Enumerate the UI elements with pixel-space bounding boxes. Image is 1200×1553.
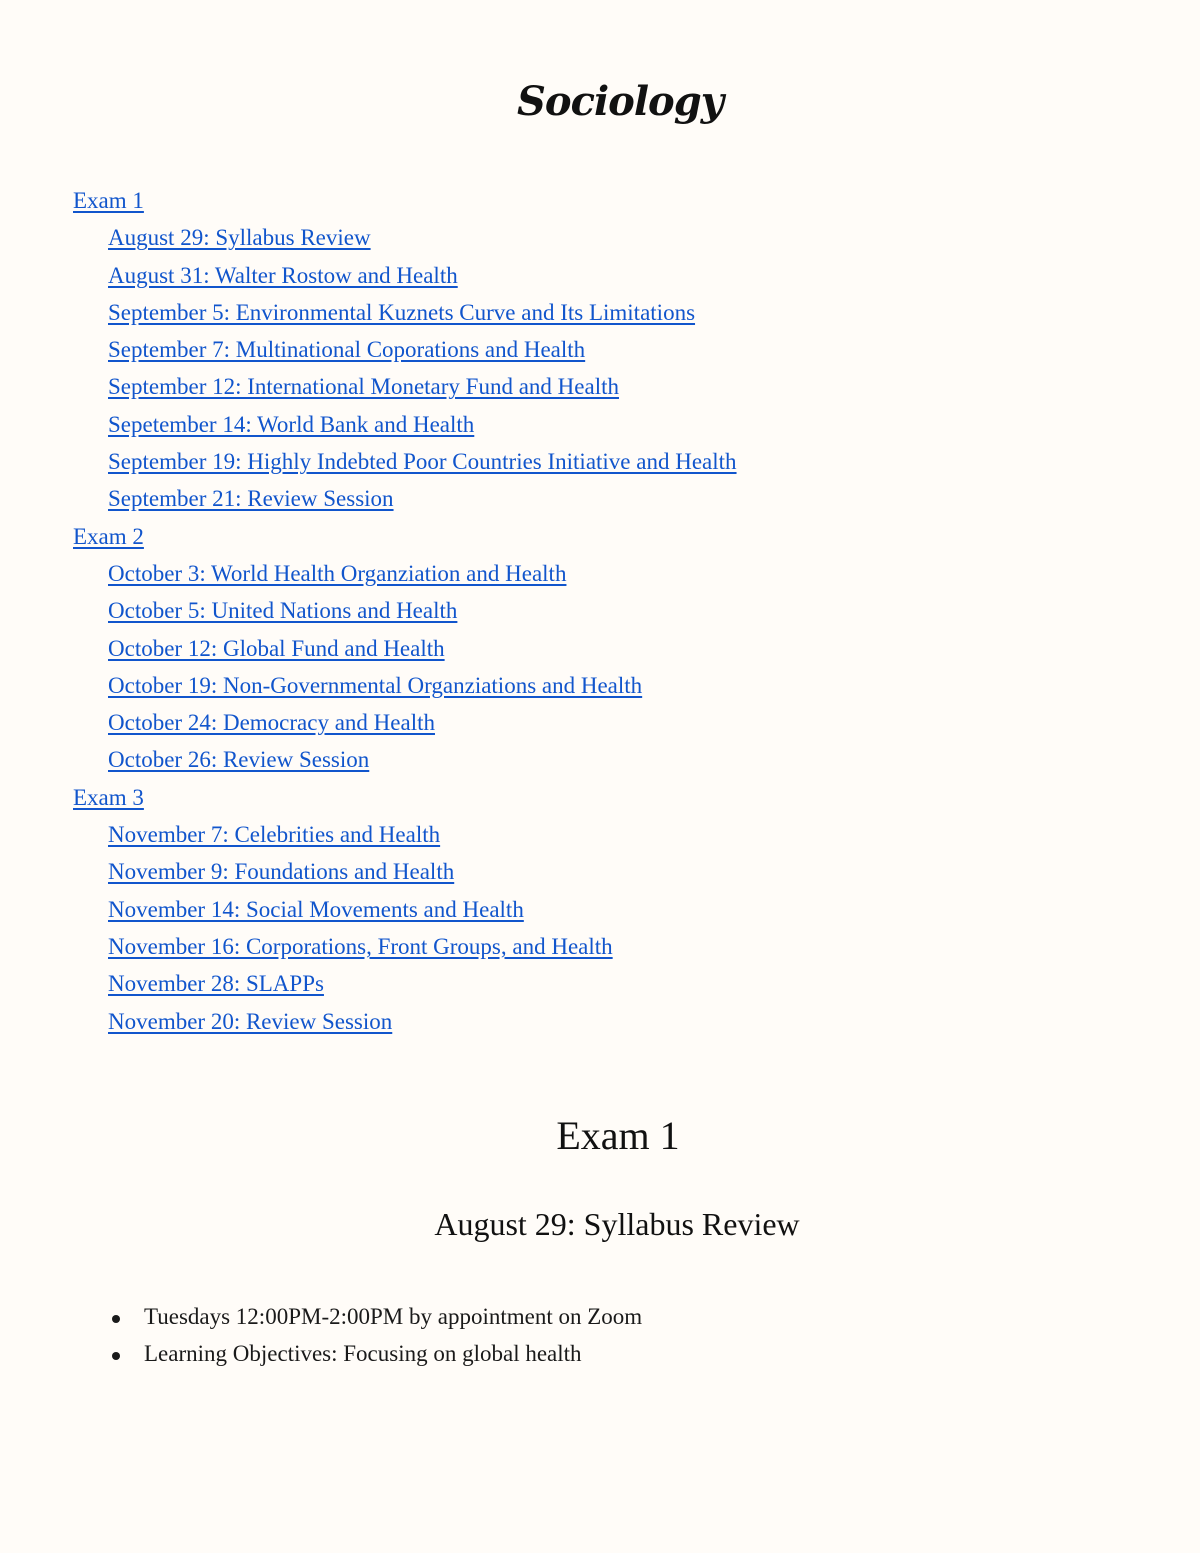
toc-item xyxy=(73,820,1133,857)
toc-link[interactable]: Exam 2 xyxy=(73,523,144,549)
toc-link[interactable]: September 12: International Monetary Fund and Health xyxy=(108,374,619,400)
toc-item xyxy=(73,671,1133,708)
toc-item xyxy=(73,261,1133,298)
toc-item xyxy=(73,223,1133,260)
toc-link[interactable]: November 14: Social Movements and Health xyxy=(108,896,524,922)
list-item-text: Learning Objectives: Focusing on global health xyxy=(144,1341,582,1366)
toc-item xyxy=(73,857,1133,894)
toc-link[interactable]: September 19: Highly Indebted Poor Countries Initiative and Health xyxy=(108,449,737,475)
toc-item xyxy=(73,447,1133,484)
toc-link[interactable]: October 24: Democracy and Health xyxy=(108,710,435,736)
toc-link[interactable]: October 26: Review Session xyxy=(108,747,370,773)
toc-link[interactable]: November 16: Corporations, Front Groups, and Health xyxy=(108,933,613,959)
toc-item xyxy=(73,895,1133,932)
toc-link[interactable]: Exam 3 xyxy=(73,784,144,810)
section-subheading: August 29: Syllabus Review xyxy=(434,1206,800,1242)
toc-item xyxy=(73,969,1133,1006)
toc-link[interactable]: August 29: Syllabus Review xyxy=(108,225,371,251)
toc-link[interactable]: October 19: Non-Governmental Organziations and Health xyxy=(108,672,643,698)
toc-link[interactable]: Exam 1 xyxy=(73,188,144,213)
toc-item xyxy=(73,410,1133,447)
list-item xyxy=(108,1338,642,1375)
toc-item-exam-3 xyxy=(73,783,1133,820)
section-heading: Exam 1 xyxy=(556,1113,680,1158)
list-item-text: Tuesdays 12:00PM-2:00PM by appointment on Zoom xyxy=(144,1304,643,1329)
toc-link[interactable]: November 7: Celebrities and Health xyxy=(108,822,441,848)
bullet-list xyxy=(108,1301,642,1375)
toc-link[interactable]: October 12: Global Fund and Health xyxy=(108,635,445,661)
table-of-contents xyxy=(73,186,1133,1044)
list-item xyxy=(108,1301,642,1338)
toc-item xyxy=(73,745,1133,782)
toc-item-exam-1 xyxy=(73,186,1133,223)
toc-link[interactable]: September 21: Review Session xyxy=(108,486,394,512)
toc-item xyxy=(73,559,1133,596)
toc-item xyxy=(73,372,1133,409)
bullet-icon xyxy=(112,1352,120,1360)
toc-item xyxy=(73,708,1133,745)
toc-item xyxy=(73,1007,1133,1044)
toc-link[interactable]: August 31: Walter Rostow and Health xyxy=(108,262,458,288)
toc-link[interactable]: October 5: United Nations and Health xyxy=(108,598,458,624)
toc-item xyxy=(73,634,1133,671)
toc-item xyxy=(73,596,1133,633)
toc-item xyxy=(73,335,1133,372)
toc-link[interactable]: November 20: Review Session xyxy=(108,1008,393,1034)
bullet-icon xyxy=(112,1315,120,1323)
toc-link[interactable]: September 7: Multinational Coporations and Health xyxy=(108,337,586,363)
toc-item-exam-2 xyxy=(73,522,1133,559)
toc-item xyxy=(73,932,1133,969)
toc-link[interactable]: October 3: World Health Organziation and Health xyxy=(108,560,567,586)
document-title: Sociology xyxy=(517,78,723,125)
toc-item xyxy=(73,484,1133,521)
toc-item xyxy=(73,298,1133,335)
toc-link[interactable]: November 28: SLAPPs xyxy=(108,971,324,997)
toc-link[interactable]: September 5: Environmental Kuznets Curve and Its Limitations xyxy=(108,299,696,325)
toc-link[interactable]: Sepetember 14: World Bank and Health xyxy=(108,411,475,437)
toc-link[interactable]: November 9: Foundations and Health xyxy=(108,859,455,885)
